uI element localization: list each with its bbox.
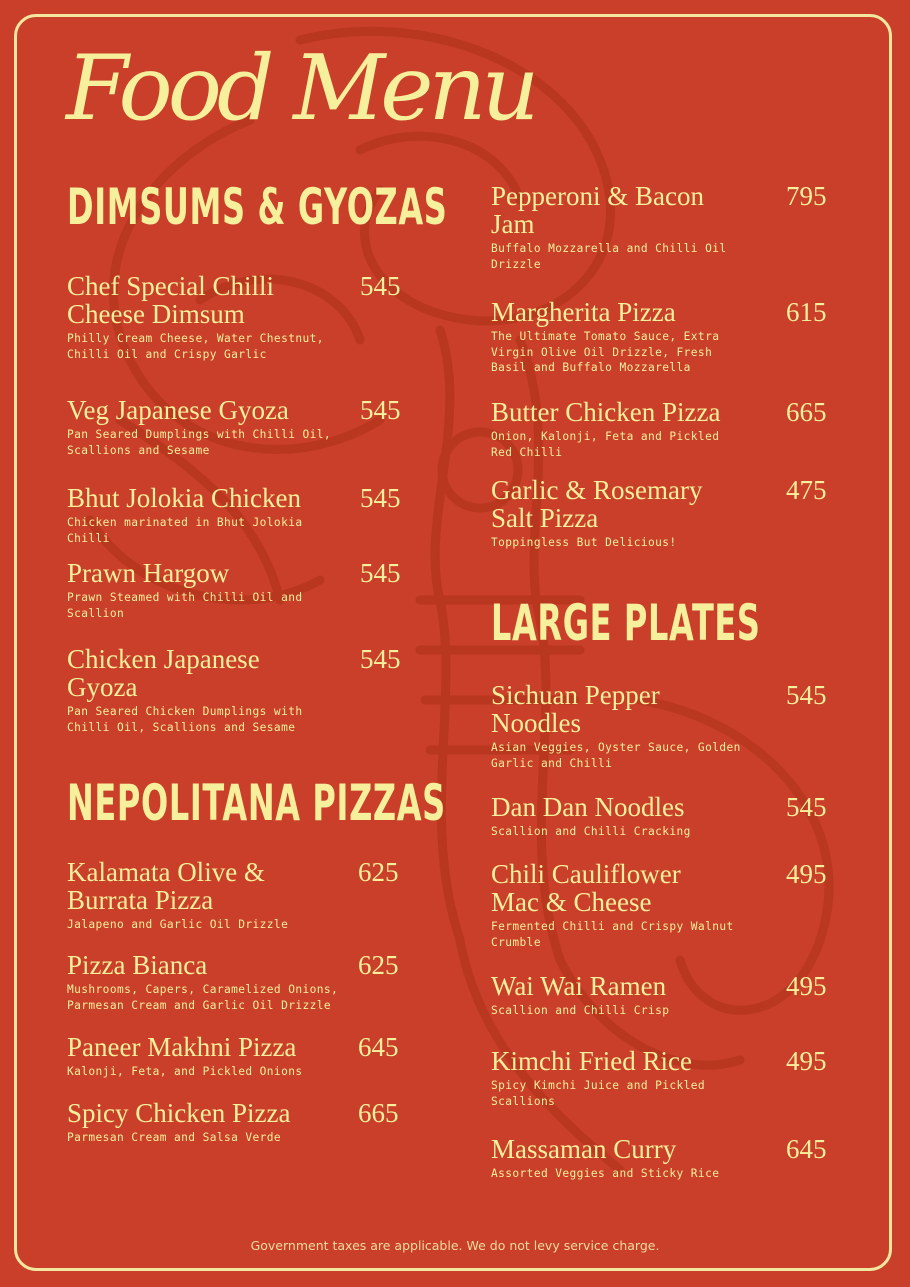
item-description-line: Parmesan Cream and Salsa Verde — [67, 1131, 282, 1144]
item-price: 495 — [786, 1046, 827, 1076]
item-description-line: Parmesan Cream and Garlic Oil Drizzle — [67, 998, 332, 1012]
item-description-line: Scallions — [491, 1094, 556, 1108]
item-description-line: Basil and Buffalo Mozzarella — [491, 361, 691, 374]
item-price: 545 — [786, 680, 827, 710]
item-description — [67, 917, 288, 933]
item-name — [67, 951, 338, 979]
item-description-line: Philly Cream Cheese, Water Chestnut, — [67, 332, 324, 345]
item-name — [67, 858, 288, 914]
item-description-line: Prawn Steamed with Chilli Oil and — [67, 591, 303, 604]
item-description-line: Kalonji, Feta, and Pickled Onions — [67, 1065, 303, 1078]
item-name-line: Chicken Japanese — [67, 644, 260, 674]
item-description — [491, 429, 720, 460]
item-description — [491, 241, 726, 272]
item-description — [67, 590, 302, 621]
item-description — [491, 1078, 705, 1109]
item-description-line: Fermented Chilli and Crispy Walnut — [491, 920, 734, 933]
item-price: 545 — [360, 271, 401, 301]
item-description-line: Scallion — [67, 606, 125, 620]
item-name-line: Kimchi Fried Rice — [491, 1046, 692, 1076]
item-name — [491, 793, 691, 821]
item-description — [67, 331, 324, 362]
item-description — [67, 704, 302, 735]
item-price: 795 — [786, 181, 827, 211]
item-price: 545 — [360, 644, 401, 674]
item-description — [491, 824, 691, 840]
menu-item — [67, 1098, 399, 1146]
item-name-line: Dan Dan Noodles — [491, 792, 685, 822]
item-description — [491, 329, 719, 376]
item-price: 545 — [360, 558, 401, 588]
menu-item — [67, 857, 399, 933]
item-description — [67, 427, 331, 458]
menu-item — [491, 1046, 827, 1109]
item-price: 625 — [358, 857, 399, 887]
menu-item — [491, 792, 827, 840]
section-title-dimsums: DIMSUMS & GYOZAS — [67, 178, 448, 236]
item-name — [67, 272, 324, 328]
item-description-line: Chilli — [67, 531, 110, 545]
item-name-line: Jam — [491, 209, 535, 239]
item-name-line: Pepperoni & Bacon — [491, 181, 704, 211]
item-description-line: Asian Veggies, Oyster Sauce, Golden — [491, 741, 741, 754]
item-description-line: Drizzle — [491, 257, 541, 271]
item-name — [67, 559, 302, 587]
item-name — [491, 681, 741, 737]
menu-item — [67, 950, 399, 1013]
item-name — [67, 645, 302, 701]
item-name-line: Paneer Makhni Pizza — [67, 1032, 297, 1062]
item-description-line: Chilli Oil and Crispy Garlic — [67, 347, 267, 361]
item-price: 615 — [786, 297, 827, 327]
menu-item — [491, 475, 827, 551]
item-name — [491, 1047, 705, 1075]
item-description — [67, 1130, 290, 1146]
item-description-line: Onion, Kalonji, Feta and Pickled — [491, 430, 720, 443]
section-title-large-plates: LARGE PLATES — [491, 594, 761, 652]
item-price: 625 — [358, 950, 399, 980]
item-name-line: Chef Special Chilli — [67, 271, 274, 301]
item-name-line: Sichuan Pepper — [491, 680, 660, 710]
item-price: 665 — [786, 397, 827, 427]
item-name-line: Prawn Hargow — [67, 558, 230, 588]
item-name-line: Mac & Cheese — [491, 887, 652, 917]
item-name — [491, 972, 669, 1000]
item-description-line: The Ultimate Tomato Sauce, Extra — [491, 330, 720, 343]
item-description-line: Chilli Oil, Scallions and Sesame — [67, 720, 296, 734]
item-name — [67, 484, 302, 512]
item-name — [491, 476, 702, 532]
item-description-line: Scallion and Chilli Crisp — [491, 1004, 670, 1017]
item-name-line: Salt Pizza — [491, 503, 599, 533]
item-name-line: Butter Chicken Pizza — [491, 397, 721, 427]
item-description-line: Assorted Veggies and Sticky Rice — [491, 1167, 720, 1180]
item-name — [67, 1099, 290, 1127]
item-description-line: Scallion and Chilli Cracking — [491, 825, 691, 838]
item-price: 495 — [786, 859, 827, 889]
menu-item — [491, 680, 827, 771]
menu-item — [67, 558, 401, 621]
item-description — [491, 919, 734, 950]
item-name-line: Pizza Bianca — [67, 950, 208, 980]
item-name-line: Noodles — [491, 708, 581, 738]
item-price: 645 — [786, 1134, 827, 1164]
item-description-line: Spicy Kimchi Juice and Pickled — [491, 1079, 706, 1092]
item-name-line: Cheese Dimsum — [67, 299, 245, 329]
menu-item — [67, 1032, 399, 1080]
item-description — [67, 515, 302, 546]
item-name-line: Bhut Jolokia Chicken — [67, 483, 301, 513]
item-description-line: Pan Seared Dumplings with Chilli Oil, — [67, 428, 332, 441]
menu-item — [491, 181, 827, 272]
menu-item — [491, 1134, 827, 1182]
item-description — [67, 982, 338, 1013]
item-description-line: Scallions and Sesame — [67, 443, 210, 457]
item-description — [67, 1064, 302, 1080]
item-price: 545 — [360, 395, 401, 425]
item-description-line: Crumble — [491, 935, 541, 949]
item-name-line: Kalamata Olive & — [67, 857, 265, 887]
item-description-line: Virgin Olive Oil Drizzle, Fresh — [491, 345, 713, 359]
menu-item — [491, 971, 827, 1019]
item-description — [491, 1003, 669, 1019]
menu-title: Food Menu — [66, 36, 535, 141]
menu-item — [491, 397, 827, 460]
item-name-line: Spicy Chicken Pizza — [67, 1098, 291, 1128]
item-name — [67, 396, 331, 424]
menu-item — [491, 297, 827, 376]
item-name — [491, 398, 720, 426]
item-description-line: Jalapeno and Garlic Oil Drizzle — [67, 918, 289, 931]
menu-item — [67, 483, 401, 546]
item-name-line: Gyoza — [67, 672, 138, 702]
menu-item — [67, 644, 401, 735]
item-description-line: Mushrooms, Capers, Caramelized Onions, — [67, 983, 339, 996]
item-description — [491, 740, 741, 771]
item-name — [491, 182, 726, 238]
item-price: 545 — [786, 792, 827, 822]
item-name-line: Massaman Curry — [491, 1134, 677, 1164]
item-name — [67, 1033, 302, 1061]
item-price: 475 — [786, 475, 827, 505]
item-name — [491, 298, 719, 326]
item-name — [491, 1135, 719, 1163]
item-description-line: Chicken marinated in Bhut Jolokia — [67, 516, 303, 529]
item-description — [491, 1166, 719, 1182]
item-price: 495 — [786, 971, 827, 1001]
item-price: 665 — [358, 1098, 399, 1128]
item-description-line: Garlic and Chilli — [491, 756, 613, 770]
item-price: 645 — [358, 1032, 399, 1062]
menu-item — [67, 271, 401, 362]
item-name-line: Wai Wai Ramen — [491, 971, 667, 1001]
section-title-pizzas: NEPOLITANA PIZZAS — [67, 774, 446, 832]
item-description-line: Red Chilli — [491, 445, 563, 459]
item-description-line: Pan Seared Chicken Dumplings with — [67, 705, 303, 718]
item-name-line: Veg Japanese Gyoza — [67, 395, 289, 425]
item-description-line: Toppingless But Delicious! — [491, 536, 677, 549]
item-name-line: Burrata Pizza — [67, 885, 214, 915]
item-name-line: Chili Cauliflower — [491, 859, 681, 889]
item-description-line: Buffalo Mozzarella and Chilli Oil — [491, 242, 727, 255]
item-description — [491, 535, 702, 551]
item-name-line: Garlic & Rosemary — [491, 475, 703, 505]
menu-item — [67, 395, 401, 458]
footer-note: Government taxes are applicable. We do not levy service charge. — [250, 1238, 660, 1253]
item-name-line: Margherita Pizza — [491, 297, 676, 327]
item-price: 545 — [360, 483, 401, 513]
item-name — [491, 860, 734, 916]
menu-item — [491, 859, 827, 950]
